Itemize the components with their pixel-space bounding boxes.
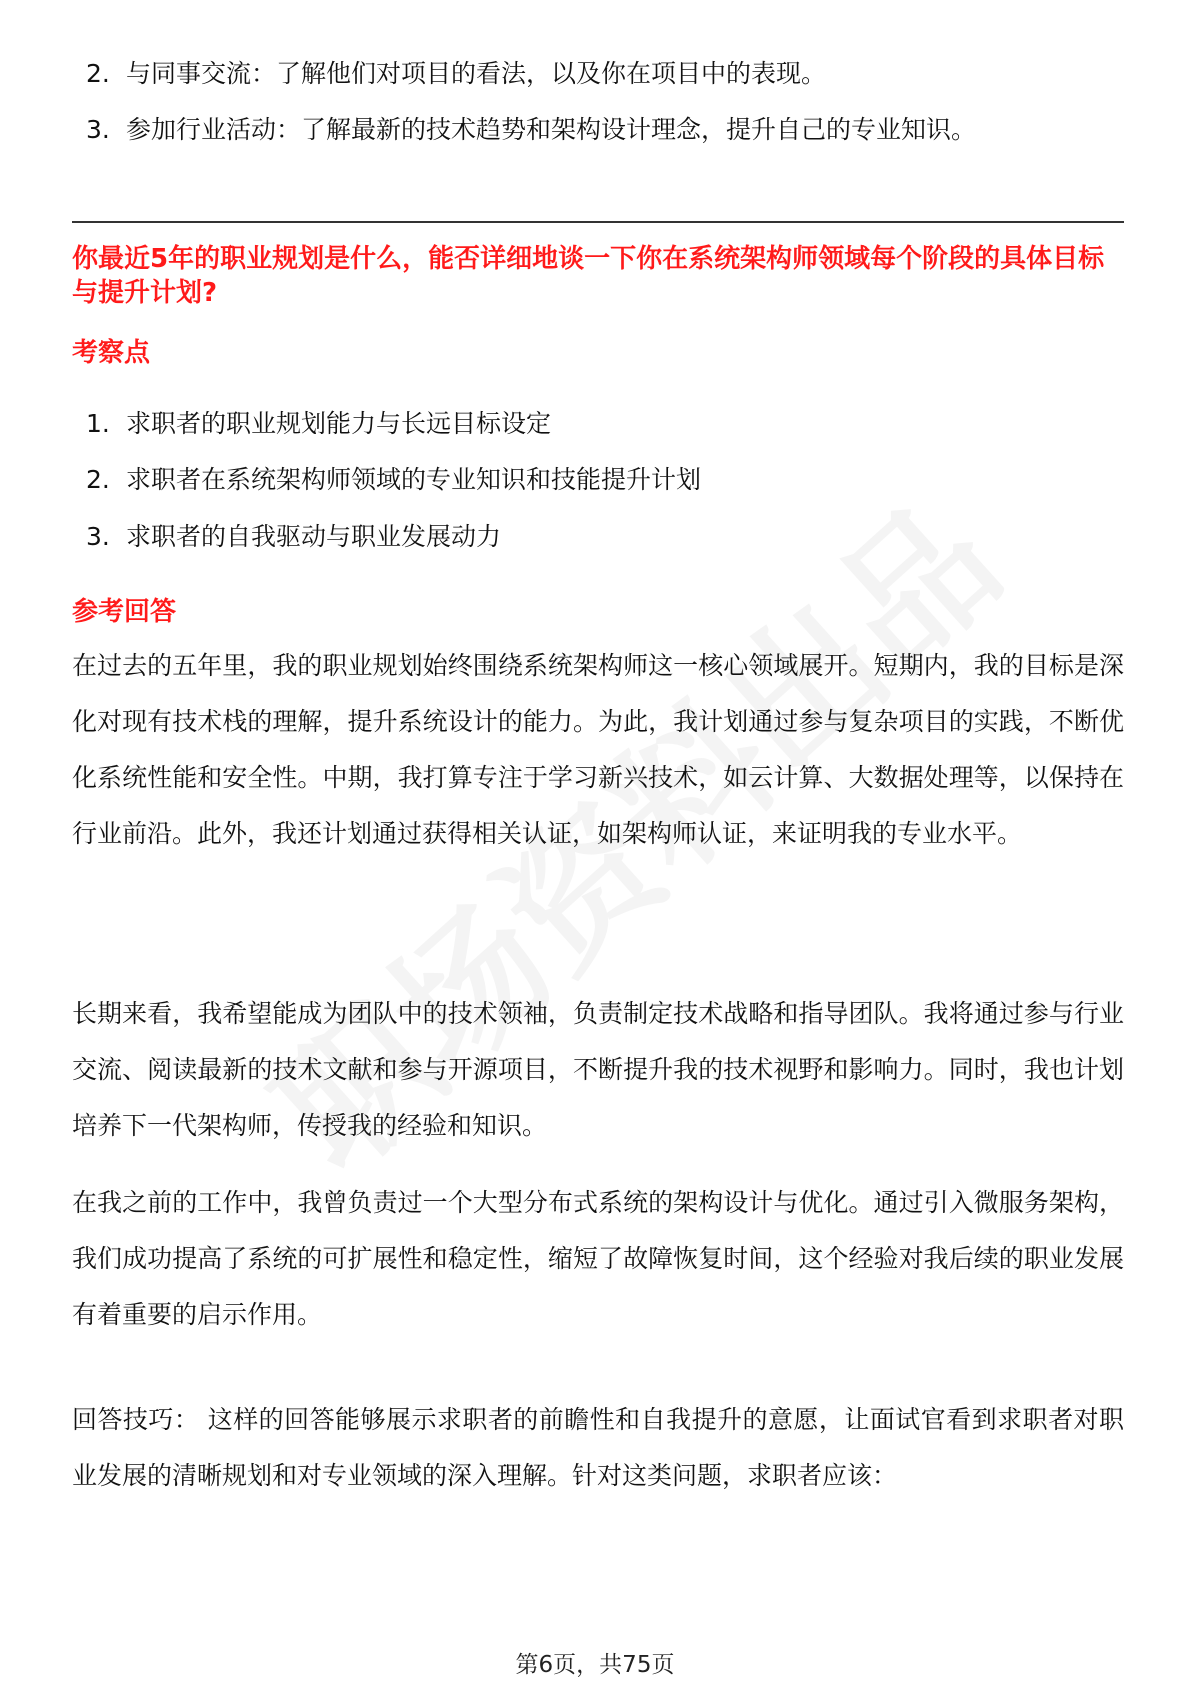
list-item-number: 1.	[86, 409, 110, 438]
question-title: 你最近5年的职业规划是什么，能否详细地谈一下你在系统架构师领域每个阶段的具体目标与提升计划?	[72, 244, 1105, 308]
list-item-text: 参加行业活动：了解最新的技术趋势和架构设计理念，提升自己的专业知识。	[126, 115, 977, 144]
list-item-number: 3.	[86, 522, 110, 551]
answer-paragraph: 长期来看，我希望能成为团队中的技术领袖，负责制定技术战略和指导团队。我将通过参与行业交流、阅读最新的技术文献和参与开源项目，不断提升我的技术视野和影响力。同时，我也计划培养下一代架构师，传授我的经验和知识。	[72, 999, 1124, 1140]
list-item-text: 求职者的职业规划能力与长远目标设定	[126, 409, 552, 438]
list-item-text: 求职者在系统架构师领域的专业知识和技能提升计划	[126, 465, 702, 494]
list-item-number: 2.	[86, 465, 110, 494]
answer-paragraph: 在过去的五年里，我的职业规划始终围绕系统架构师这一核心领域展开。短期内，我的目标是深化对现有技术栈的理解，提升系统设计的能力。为此，我计划通过参与复杂项目的实践，不断优化系统性能和安全性。中期，我打算专注于学习新兴技术，如云计算、大数据处理等，以保持在行业前沿。此外，我还计划通过获得相关认证，如架构师认证，来证明我的专业水平。	[72, 651, 1124, 848]
answer-heading: 参考回答	[72, 597, 177, 627]
list-item-number: 3.	[86, 115, 110, 144]
section-divider	[72, 221, 1124, 223]
list-item-text: 与同事交流：了解他们对项目的看法，以及你在项目中的表现。	[126, 59, 827, 88]
focus-heading: 考察点	[72, 338, 151, 368]
answer-paragraph: 在我之前的工作中，我曾负责过一个大型分布式系统的架构设计与优化。通过引入微服务架构，我们成功提高了系统的可扩展性和稳定性，缩短了故障恢复时间，这个经验对我后续的职业发展有着重要的启示作用。	[72, 1188, 1124, 1329]
page-number: 第6页，共75页	[515, 1652, 675, 1678]
tip-paragraph: 回答技巧： 这样的回答能够展示求职者的前瞻性和自我提升的意愿，让面试官看到求职者对职业发展的清晰规划和对专业领域的深入理解。针对这类问题，求职者应该：	[72, 1405, 1124, 1490]
list-item-text: 求职者的自我驱动与职业发展动力	[126, 522, 502, 551]
list-item-number: 2.	[86, 59, 110, 88]
